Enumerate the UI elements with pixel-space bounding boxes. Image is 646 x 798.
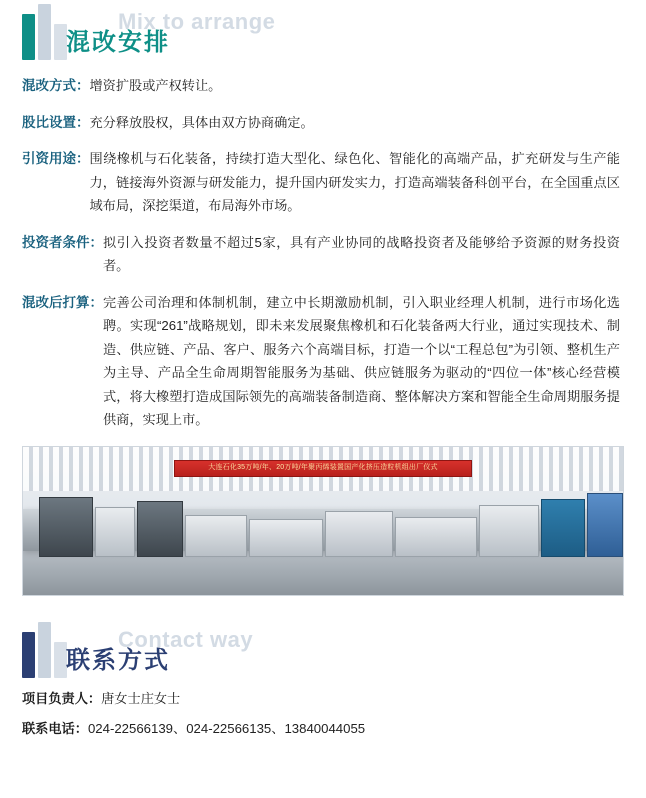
- detail-label-text: 投资者条件: [22, 234, 90, 250]
- detail-row-label: [22, 111, 90, 135]
- detail-label-text: 股比设置: [22, 114, 76, 130]
- detail-label-colon: ：: [76, 78, 90, 93]
- photo-machine-unit: [249, 519, 323, 557]
- detail-row: [22, 231, 620, 278]
- marker-bar-navy-icon: [22, 632, 35, 678]
- contact-row: [22, 688, 620, 707]
- detail-row-label: [22, 231, 103, 255]
- detail-row: [22, 291, 620, 432]
- detail-row-text: 围绕橡机与石化装备，持续打造大型化、绿色化、智能化的高端产品，扩充研发与生产能力，链接海外资源与研发能力，提升国内研发实力，打造高端装备科创平台，在全国重点区域布局，深挖渠道，布局海外市场。: [89, 151, 620, 214]
- detail-row-text: 充分释放股权，具体由双方协商确定。: [89, 114, 314, 130]
- contact-row-label: 项目负责人：: [22, 690, 102, 706]
- marker-bar-teal-icon: [22, 14, 35, 60]
- contact-row: [22, 718, 620, 737]
- detail-label-text: 混改方式: [22, 78, 76, 93]
- photo-machine-unit: [95, 507, 135, 557]
- detail-label-text: 引资用途: [22, 151, 76, 167]
- contact-row-value: 唐女士: [101, 690, 141, 706]
- detail-label-colon: ：: [89, 234, 103, 250]
- detail-label-colon: ：: [89, 294, 103, 310]
- detail-row-text: 增资扩股或产权转让。: [89, 78, 222, 93]
- photo-machine-unit: [39, 497, 93, 557]
- section-ghost-title: Contact way: [118, 626, 254, 652]
- photo-machine-unit: [325, 511, 393, 557]
- section-header-contact: [0, 618, 646, 680]
- photo-machine-unit: [587, 493, 623, 557]
- photo-machine-unit: [185, 515, 247, 557]
- photo-machine-unit: [137, 501, 183, 557]
- section-title: 混改安排: [66, 29, 170, 56]
- marker-bar-grey-icon: [38, 622, 51, 678]
- detail-row: [22, 74, 620, 98]
- contact-detail-list: [0, 688, 646, 737]
- photo-machine-unit: [541, 499, 585, 557]
- section-header-mix-reform: [0, 0, 646, 62]
- photo-banner-caption: 大连石化35万吨/年、20万吨/年聚丙烯装置国产化挤压造粒机组出厂仪式: [174, 460, 472, 477]
- contact-row-value-secondary: 庄女士: [140, 690, 181, 706]
- mix-reform-detail-list: [0, 74, 646, 432]
- factory-production-line-photo: [22, 446, 624, 596]
- section-ghost-title: Mix to arrange: [118, 9, 276, 34]
- detail-row-label: [22, 74, 90, 98]
- detail-row: [22, 147, 620, 218]
- section-marker-bars: [22, 4, 67, 60]
- contact-section: [0, 618, 646, 737]
- contact-row-label: 联系电话：: [22, 720, 88, 736]
- photo-machine-unit: [479, 505, 539, 557]
- detail-label-colon: ：: [76, 114, 90, 130]
- detail-row-text: 拟引入投资者数量不超过5家，具有产业协同的战略投资者及能够给予资源的财务投资者。: [103, 234, 620, 274]
- photo-machine-unit: [395, 517, 477, 557]
- detail-row-label: [22, 291, 103, 315]
- section-marker-bars: [22, 622, 67, 678]
- section-title: 联系方式: [66, 646, 170, 674]
- detail-row: [22, 111, 620, 135]
- detail-row-text: 完善公司治理和体制机制，建立中长期激励机制，引入职业经理人机制，进行市场化选聘。实现“261”战略规划，即未来发展聚焦橡机和石化装备两大行业，通过实现技术、制造、供应链、产品、客户、服务六个高端目标，打造一个以“工程总包”为引领、整机生产为主导、产品全生命周期智能服务为基础、供应链服务为驱动的“四位一体”核心经营模式，将大橡塑打造成国际领先的高端装备制造商、整体解决方案和智能全生命周期服务提供商，实现上市。: [103, 294, 620, 428]
- detail-label-colon: ：: [76, 151, 90, 167]
- detail-row-label: [22, 147, 90, 171]
- detail-label-text: 混改后打算: [22, 294, 90, 310]
- contact-row-value: 024-22566139、024-22566135、13840044055: [87, 720, 366, 736]
- marker-bar-grey-icon: [38, 4, 51, 60]
